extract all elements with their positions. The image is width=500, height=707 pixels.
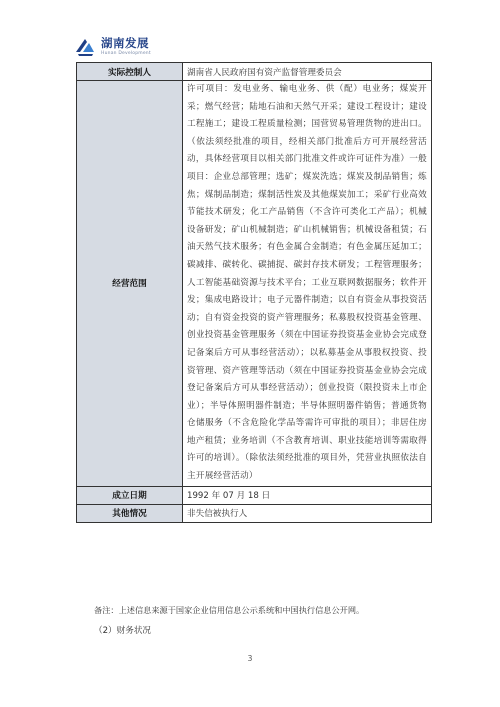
logo-chinese-name: 湖南发展: [101, 36, 149, 50]
date-label: 成立日期: [77, 486, 183, 504]
controller-label: 实际控制人: [77, 63, 183, 81]
company-header: [74, 34, 151, 60]
table-row: [77, 486, 432, 504]
hunan-development-logo-icon: [74, 36, 96, 58]
company-info-table: [76, 62, 432, 523]
table-row: [77, 504, 432, 522]
source-note: 备注：上述信息来源于国家企业信用信息公示系统和中国执行信息公开网。: [94, 605, 365, 615]
other-value: 非失信被执行人: [183, 504, 432, 522]
logo-english-name: Hunan Development: [101, 50, 151, 56]
section-subheading: （2）财务状况: [94, 626, 152, 636]
scope-label: 经营范围: [77, 81, 183, 487]
logo-text: [101, 38, 151, 56]
other-label: 其他情况: [77, 504, 183, 522]
date-value: 1992 年 07 月 18 日: [183, 486, 432, 504]
scope-value: 许可项目：发电业务、输电业务、供（配）电业务；煤炭开采；燃气经营；陆地石油和天然气开采；建设工程设计；建设工程施工；建设工程质量检测；国营贸易管理货物的进出口。（依法须经批准的项目，经相关部门批准后方可开展经营活动，具体经营项目以相关部门批准文件或许可证件为准）一般项目：企业总部管理；选矿；煤炭洗选；煤炭及制品销售；炼焦；煤制品制造；煤制活性炭及其他煤炭加工；采矿行业高效节能技术研发；化工产品销售（不含许可类化工产品）；机械设备研发；矿山机械制造；矿山机械销售；机械设备租赁；石油天然气技术服务；有色金属合金制造；有色金属压延加工；碳减排、碳转化、碳捕捉、碳封存技术研发；工程管理服务；人工智能基础资源与技术平台；工业互联网数据服务；软件开发；集成电路设计；电子元器件制造；以自有资金从事投资活动；自有资金投资的资产管理服务；私募股权投资基金管理、创业投资基金管理服务（须在中国证券投资基金业协会完成登记备案后方可从事经营活动）；以私募基金从事股权投资、投资管理、资产管理等活动（须在中国证券投资基金业协会完成登记备案后方可从事经营活动）；创业投资（限投资未上市企业）；半导体照明器件制造；半导体照明器件销售；普通货物仓储服务（不含危险化学品等需许可审批的项目）；非居住房地产租赁；业务培训（不含教育培训、职业技能培训等需取得许可的培训）。（除依法须经批准的项目外，凭营业执照依法自主开展经营活动）: [183, 81, 432, 487]
table-row: [77, 63, 432, 81]
page-number: 3: [247, 654, 253, 663]
table-row: [77, 81, 432, 487]
controller-value: 湖南省人民政府国有资产监督管理委员会: [183, 63, 432, 81]
